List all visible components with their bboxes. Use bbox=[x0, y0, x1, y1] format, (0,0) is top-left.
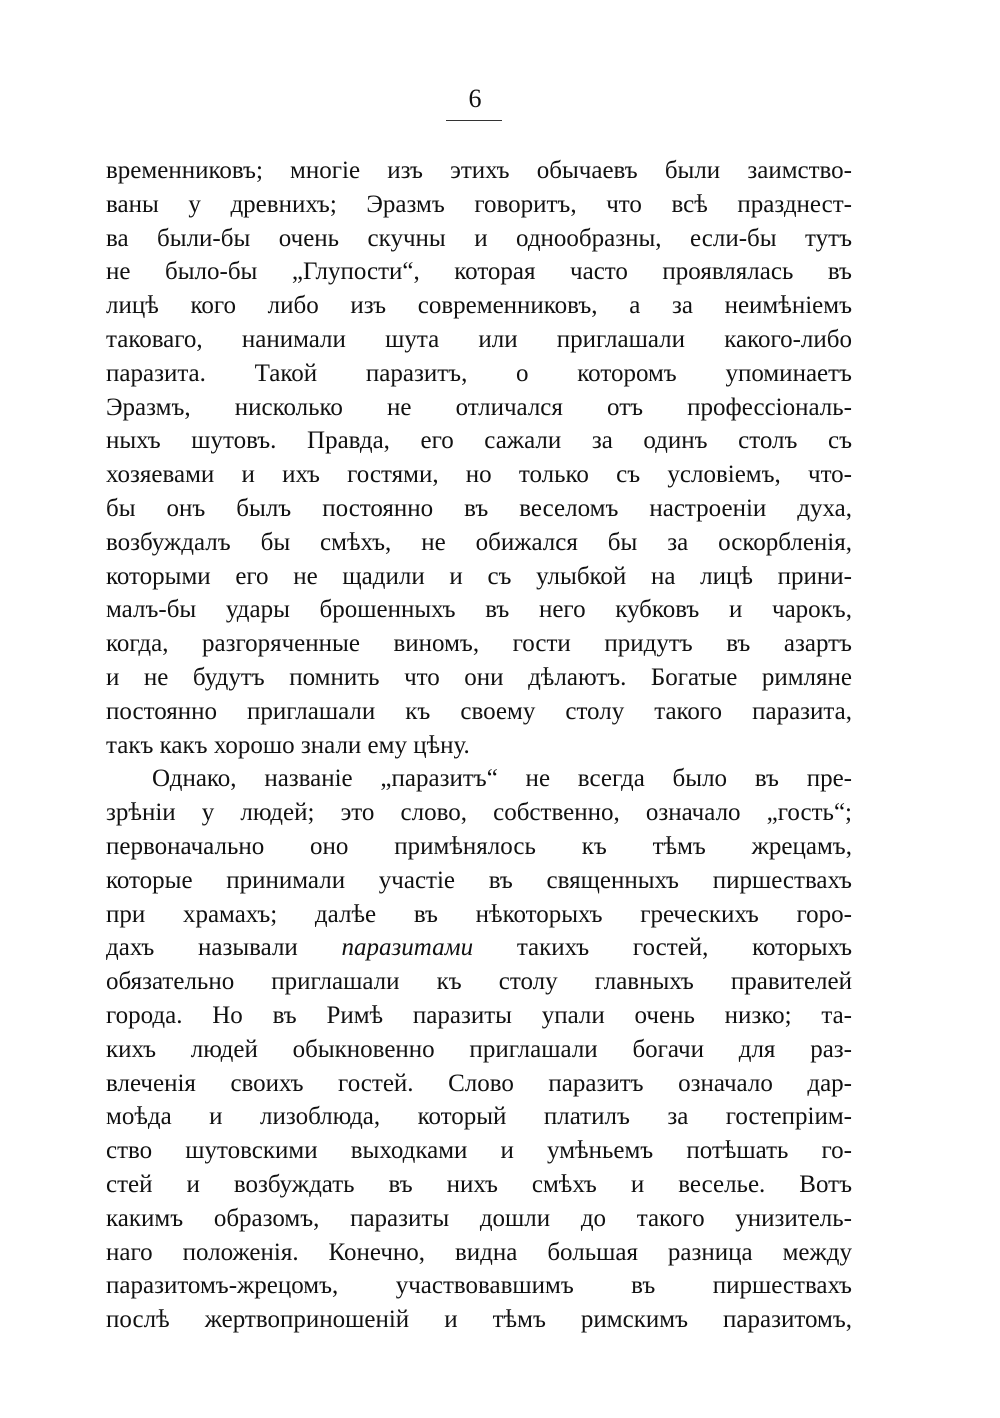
text-line: которыми его не щадили и съ улыбкой на лицѣ прини- bbox=[106, 562, 852, 590]
text-segment: дахъ называли bbox=[106, 934, 298, 962]
text-line: моѣда и лизоблюда, который платилъ за гостепріим- bbox=[106, 1103, 852, 1131]
text-line: влеченія своихъ гостей. Слово паразитъ означало дар- bbox=[106, 1069, 852, 1097]
text-line: кихъ людей обыкновенно приглашали богачи для раз- bbox=[106, 1035, 852, 1063]
text-segment: такихъ гостей, которыхъ bbox=[516, 934, 852, 962]
text-line: первоначально оно примѣнялось къ тѣмъ жрецамъ, bbox=[106, 832, 852, 860]
text-line: стей и возбуждать въ нихъ смѣхъ и веселье. Вотъ bbox=[106, 1170, 852, 1198]
text-line: Эразмъ, нисколько не отличался отъ профессіональ- bbox=[106, 393, 852, 421]
text-line: когда, разгоряченные виномъ, гости придутъ въ азартъ bbox=[106, 630, 852, 658]
text-line: ва были-бы очень скучны и однообразны, если-бы тутъ bbox=[106, 224, 852, 252]
text-line: ство шутовскими выходками и умѣньемъ потѣшать го- bbox=[106, 1137, 852, 1165]
text-line: не было-бы „Глупости“, которая часто проявлялась въ bbox=[106, 258, 852, 286]
text-line: таковаго, нанимали шута или приглашали какого-либо bbox=[106, 325, 852, 353]
italic-term: паразитами bbox=[341, 934, 474, 962]
text-line: паразитомъ-жрецомъ, участвовавшимъ въ пиршествахъ bbox=[106, 1272, 852, 1300]
text-line: бы онъ былъ постоянно въ веселомъ настроеніи духа, bbox=[106, 494, 852, 522]
text-line: временниковъ; многіе изъ этихъ обычаевъ были заимство- bbox=[106, 157, 852, 184]
text-line: и не будутъ помнить что они дѣлаютъ. Богатые римляне bbox=[106, 663, 852, 691]
text-line: малъ-бы удары брошенныхъ въ него кубковъ и чарокъ, bbox=[106, 596, 852, 624]
text-line: ныхъ шутовъ. Правда, его сажали за одинъ столъ съ bbox=[106, 427, 852, 455]
text-line: города. Но въ Римѣ паразиты упали очень низко; та- bbox=[106, 1001, 852, 1029]
text-line: наго положенія. Конечно, видна большая разница между bbox=[106, 1238, 852, 1266]
text-line: постоянно приглашали къ своему столу такого паразита, bbox=[106, 697, 852, 725]
text-line: хозяевами и ихъ гостями, но только съ условіемъ, что- bbox=[106, 461, 852, 489]
paragraph-end-line: такъ какъ хорошо знали ему цѣну. bbox=[106, 731, 470, 759]
body-text bbox=[106, 154, 852, 1337]
text-line: послѣ жертвоприношеній и тѣмъ римскимъ паразитомъ, bbox=[106, 1306, 852, 1334]
page-number: 6 bbox=[468, 84, 482, 113]
paragraph-start-line: Однако, названіе „паразитъ“ не всегда было въ пре- bbox=[152, 765, 852, 793]
text-line: лицѣ кого либо изъ современниковъ, а за неимѣніемъ bbox=[106, 292, 852, 320]
text-line: паразита. Такой паразитъ, о которомъ упоминаетъ bbox=[106, 359, 852, 387]
page-number-rule bbox=[446, 120, 502, 121]
text-line: зрѣніи у людей; это слово, собственно, означало „гость“; bbox=[106, 799, 852, 827]
text-line: возбуждалъ бы смѣхъ, не обижался бы за оскорбленія, bbox=[106, 528, 852, 556]
text-line bbox=[106, 931, 852, 965]
text-line: обязательно приглашали къ столу главныхъ правителей bbox=[106, 968, 852, 996]
text-line: ваны у древнихъ; Эразмъ говоритъ, что всѣ празднест- bbox=[106, 190, 852, 218]
text-line: какимъ образомъ, паразиты дошли до такого унизитель- bbox=[106, 1204, 852, 1232]
text-line: при храмахъ; далѣе въ нѣкоторыхъ греческихъ горо- bbox=[106, 900, 852, 928]
text-line: которые принимали участіе въ священныхъ пиршествахъ bbox=[106, 866, 852, 894]
